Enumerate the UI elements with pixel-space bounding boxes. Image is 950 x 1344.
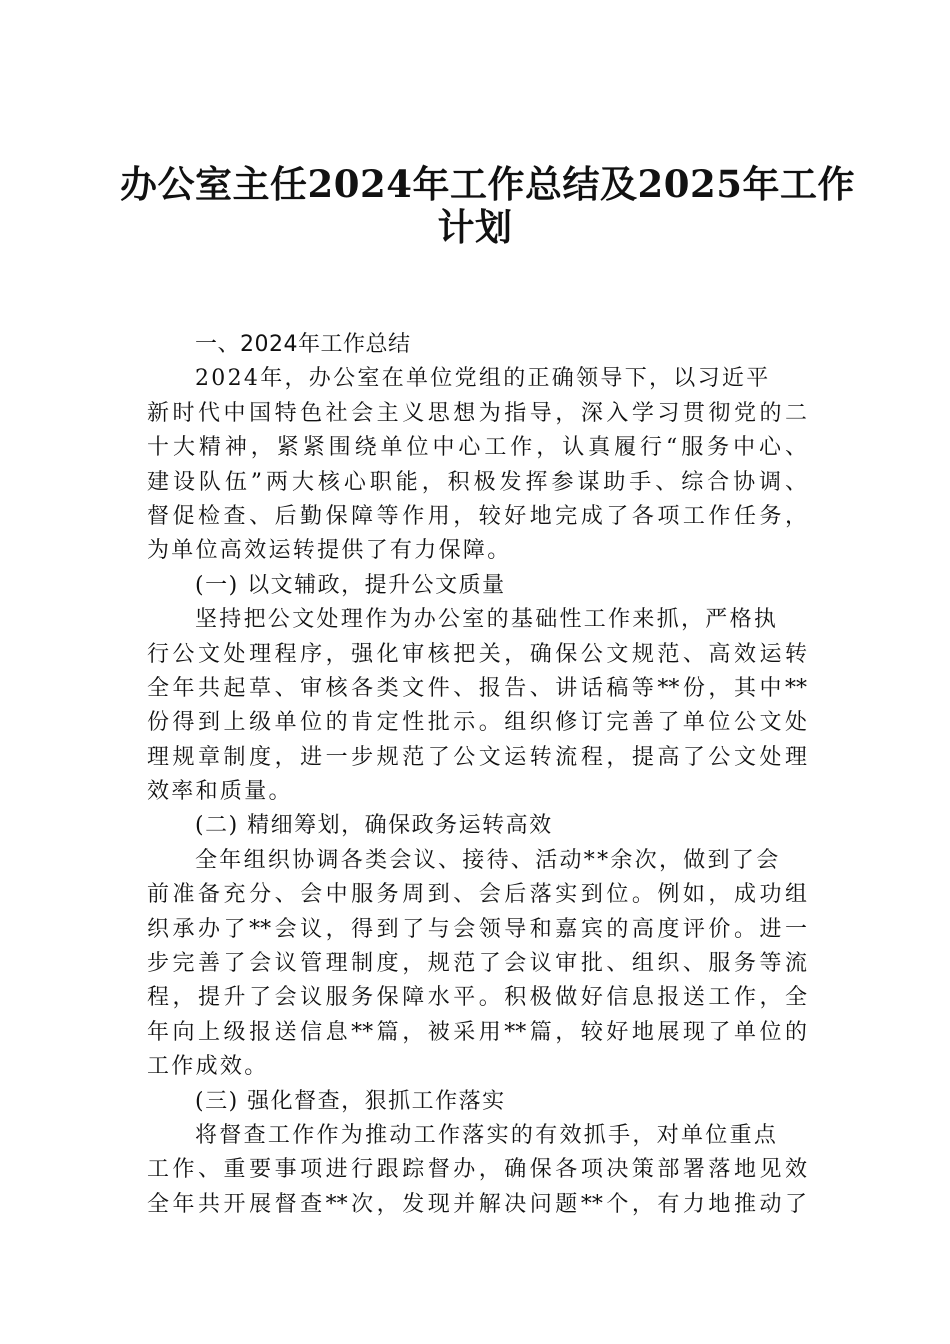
paragraph-line: 年向上级报送信息**篇，被采用**篇，较好地展现了单位的 <box>147 1019 807 1045</box>
paragraph-line: 督促检查、后勤保障等作用，较好地完成了各项工作任务， <box>147 503 807 529</box>
document-title-line-1: 办公室主任2024年工作总结及2025年工作 <box>120 162 855 206</box>
paragraph-line: 份得到上级单位的肯定性批示。组织修订完善了单位公文处 <box>147 710 807 736</box>
paragraph-line: 将督查工作作为推动工作落实的有效抓手，对单位重点 <box>195 1122 779 1148</box>
subsection-heading: (二) 精细筹划，确保政务运转高效 <box>195 813 553 839</box>
paragraph-line: 工作、重要事项进行跟踪督办，确保各项决策部署落地见效 <box>147 1157 807 1183</box>
paragraph-line: 全年共起草、审核各类文件、报告、讲话稿等**份，其中** <box>147 675 807 701</box>
paragraph-line: 十大精神，紧紧围绕单位中心工作，认真履行“服务中心、 <box>147 435 807 461</box>
document-body <box>147 328 807 1222</box>
paragraph-line: 工作成效。 <box>147 1054 269 1080</box>
paragraph-line: 效率和质量。 <box>147 779 293 805</box>
paragraph-line: 行公文处理程序，强化审核把关，确保公文规范、高效运转 <box>147 641 807 667</box>
paragraph-line: 2024年，办公室在单位党组的正确领导下，以习近平 <box>195 366 771 392</box>
paragraph-line: 为单位高效运转提供了有力保障。 <box>147 538 512 564</box>
paragraph-line: 步完善了会议管理制度，规范了会议审批、组织、服务等流 <box>147 951 807 977</box>
paragraph-line: 新时代中国特色社会主义思想为指导，深入学习贯彻党的二 <box>147 400 807 426</box>
paragraph-line: 前准备充分、会中服务周到、会后落实到位。例如，成功组 <box>147 882 807 908</box>
paragraph-line: 建设队伍”两大核心职能，积极发挥参谋助手、综合协调、 <box>147 469 807 495</box>
paragraph-line: 织承办了**会议，得到了与会领导和嘉宾的高度评价。进一 <box>147 916 807 942</box>
paragraph-line: 坚持把公文处理作为办公室的基础性工作来抓，严格执 <box>195 607 779 633</box>
section-heading: 一、2024年工作总结 <box>195 332 411 357</box>
subsection-heading: (一) 以文辅政，提升公文质量 <box>195 572 506 598</box>
paragraph-line: 全年共开展督查**次，发现并解决问题**个，有力地推动了 <box>147 1191 807 1217</box>
document-title-line-2: 计划 <box>437 205 513 249</box>
paragraph-line: 程，提升了会议服务保障水平。积极做好信息报送工作，全 <box>147 985 807 1011</box>
paragraph-line: 理规章制度，进一步规范了公文运转流程，提高了公文处理 <box>147 744 807 770</box>
subsection-heading: (三) 强化督查，狠抓工作落实 <box>195 1088 506 1114</box>
paragraph-line: 全年组织协调各类会议、接待、活动**余次，做到了会 <box>195 847 781 873</box>
